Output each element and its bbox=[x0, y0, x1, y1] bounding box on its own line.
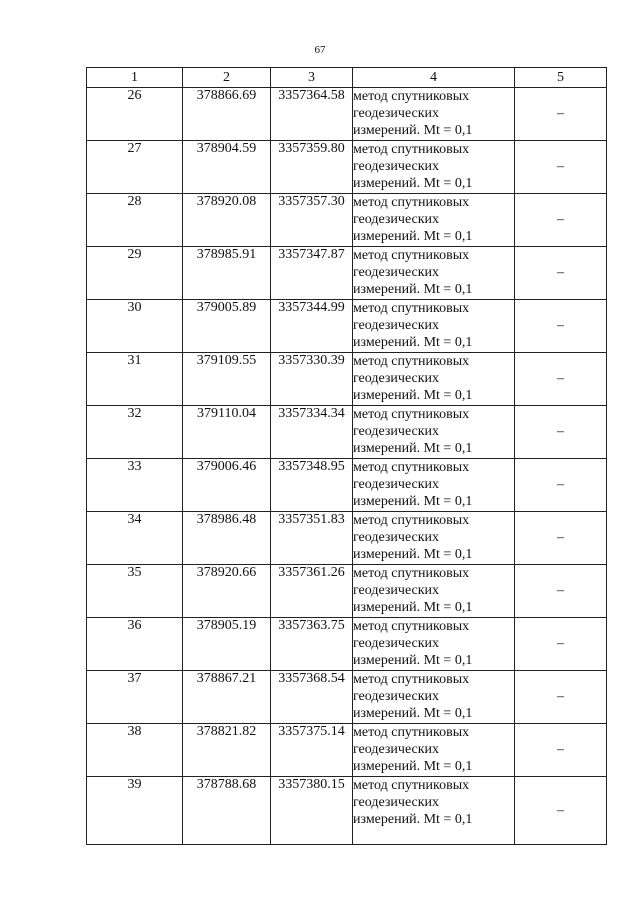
y-coordinate-cell: 3357361.26 bbox=[271, 565, 353, 618]
y-coordinate-cell: 3357368.54 bbox=[271, 671, 353, 724]
method-cell bbox=[353, 406, 515, 459]
page-number: 67 bbox=[314, 44, 326, 56]
note-cell: – bbox=[515, 777, 607, 845]
point-number-cell: 36 bbox=[87, 618, 183, 671]
note-cell: – bbox=[515, 459, 607, 512]
method-text-line: геодезических bbox=[353, 424, 440, 439]
method-text-line: геодезических bbox=[353, 530, 440, 545]
note-cell: – bbox=[515, 194, 607, 247]
y-coordinate-cell: 3357363.75 bbox=[271, 618, 353, 671]
point-number-cell: 31 bbox=[87, 353, 183, 406]
method-text-line: метод спутниковых bbox=[353, 301, 470, 316]
method-cell bbox=[353, 724, 515, 777]
header-cell-3: 3 bbox=[271, 68, 353, 88]
method-text-line: измерений. Mt = 0,1 bbox=[353, 494, 473, 509]
method-text-line: метод спутниковых bbox=[353, 672, 470, 687]
table-row bbox=[87, 459, 607, 512]
method-text-line: метод спутниковых bbox=[353, 619, 470, 634]
method-text-line: измерений. Mt = 0,1 bbox=[353, 388, 473, 403]
method-text-line: измерений. Mt = 0,1 bbox=[353, 282, 473, 297]
table-row bbox=[87, 671, 607, 724]
note-cell: – bbox=[515, 724, 607, 777]
point-number-cell: 34 bbox=[87, 512, 183, 565]
method-text-line: метод спутниковых bbox=[353, 566, 470, 581]
x-coordinate-cell: 378905.19 bbox=[183, 618, 271, 671]
note-cell: – bbox=[515, 671, 607, 724]
y-coordinate-cell: 3357347.87 bbox=[271, 247, 353, 300]
method-text-line: геодезических bbox=[353, 265, 440, 280]
y-coordinate-cell: 3357348.95 bbox=[271, 459, 353, 512]
header-cell-2: 2 bbox=[183, 68, 271, 88]
x-coordinate-cell: 378985.91 bbox=[183, 247, 271, 300]
y-coordinate-cell: 3357364.58 bbox=[271, 88, 353, 141]
method-cell bbox=[353, 512, 515, 565]
method-text-line: измерений. Mt = 0,1 bbox=[353, 706, 473, 721]
method-text-line: геодезических bbox=[353, 742, 440, 757]
x-coordinate-cell: 378788.68 bbox=[183, 777, 271, 845]
x-coordinate-cell: 379006.46 bbox=[183, 459, 271, 512]
method-cell bbox=[353, 459, 515, 512]
y-coordinate-cell: 3357344.99 bbox=[271, 300, 353, 353]
method-text-line: измерений. Mt = 0,1 bbox=[353, 653, 473, 668]
note-cell: – bbox=[515, 353, 607, 406]
point-number-cell: 39 bbox=[87, 777, 183, 845]
method-text-line: метод спутниковых bbox=[353, 725, 470, 740]
table-row bbox=[87, 618, 607, 671]
point-number-cell: 37 bbox=[87, 671, 183, 724]
x-coordinate-cell: 379110.04 bbox=[183, 406, 271, 459]
y-coordinate-cell: 3357334.34 bbox=[271, 406, 353, 459]
method-cell bbox=[353, 300, 515, 353]
table-header bbox=[87, 68, 607, 88]
table-row bbox=[87, 300, 607, 353]
point-number-cell: 29 bbox=[87, 247, 183, 300]
method-text-line: геодезических bbox=[353, 371, 440, 386]
method-text-line: метод спутниковых bbox=[353, 142, 470, 157]
method-cell bbox=[353, 618, 515, 671]
method-text-line: измерений. Mt = 0,1 bbox=[353, 123, 473, 138]
point-number-cell: 35 bbox=[87, 565, 183, 618]
method-text-line: измерений. Mt = 0,1 bbox=[353, 547, 473, 562]
note-cell: – bbox=[515, 565, 607, 618]
y-coordinate-cell: 3357380.15 bbox=[271, 777, 353, 845]
method-text-line: метод спутниковых bbox=[353, 407, 470, 422]
y-coordinate-cell: 3357375.14 bbox=[271, 724, 353, 777]
method-text-line: геодезических bbox=[353, 212, 440, 227]
point-number-cell: 30 bbox=[87, 300, 183, 353]
method-text-line: геодезических bbox=[353, 583, 440, 598]
method-text-line: метод спутниковых bbox=[353, 513, 470, 528]
table-row bbox=[87, 353, 607, 406]
method-cell bbox=[353, 194, 515, 247]
header-cell-5: 5 bbox=[515, 68, 607, 88]
method-text-line: метод спутниковых bbox=[353, 248, 470, 263]
x-coordinate-cell: 379109.55 bbox=[183, 353, 271, 406]
method-cell bbox=[353, 777, 515, 845]
method-cell bbox=[353, 141, 515, 194]
method-cell bbox=[353, 247, 515, 300]
method-text-line: геодезических bbox=[353, 795, 440, 810]
note-cell: – bbox=[515, 618, 607, 671]
method-text-line: измерений. Mt = 0,1 bbox=[353, 335, 473, 350]
coordinates-table bbox=[86, 67, 607, 845]
table-row bbox=[87, 141, 607, 194]
note-cell: – bbox=[515, 88, 607, 141]
method-text-line: метод спутниковых bbox=[353, 89, 470, 104]
method-cell bbox=[353, 565, 515, 618]
method-text-line: геодезических bbox=[353, 159, 440, 174]
x-coordinate-cell: 379005.89 bbox=[183, 300, 271, 353]
x-coordinate-cell: 378986.48 bbox=[183, 512, 271, 565]
header-row bbox=[87, 68, 607, 88]
x-coordinate-cell: 378920.08 bbox=[183, 194, 271, 247]
table-row bbox=[87, 512, 607, 565]
y-coordinate-cell: 3357351.83 bbox=[271, 512, 353, 565]
table-row bbox=[87, 247, 607, 300]
point-number-cell: 33 bbox=[87, 459, 183, 512]
note-cell: – bbox=[515, 406, 607, 459]
note-cell: – bbox=[515, 141, 607, 194]
x-coordinate-cell: 378821.82 bbox=[183, 724, 271, 777]
method-text-line: геодезических bbox=[353, 106, 440, 121]
method-text-line: измерений. Mt = 0,1 bbox=[353, 600, 473, 615]
point-number-cell: 38 bbox=[87, 724, 183, 777]
y-coordinate-cell: 3357357.30 bbox=[271, 194, 353, 247]
point-number-cell: 28 bbox=[87, 194, 183, 247]
point-number-cell: 32 bbox=[87, 406, 183, 459]
table-row bbox=[87, 406, 607, 459]
y-coordinate-cell: 3357359.80 bbox=[271, 141, 353, 194]
method-cell bbox=[353, 353, 515, 406]
table-body bbox=[87, 88, 607, 845]
point-number-cell: 27 bbox=[87, 141, 183, 194]
method-text-line: измерений. Mt = 0,1 bbox=[353, 441, 473, 456]
method-text-line: геодезических bbox=[353, 318, 440, 333]
table-row bbox=[87, 565, 607, 618]
table-row bbox=[87, 724, 607, 777]
table-row bbox=[87, 777, 607, 845]
method-cell bbox=[353, 671, 515, 724]
x-coordinate-cell: 378867.21 bbox=[183, 671, 271, 724]
y-coordinate-cell: 3357330.39 bbox=[271, 353, 353, 406]
method-text-line: измерений. Mt = 0,1 bbox=[353, 176, 473, 191]
method-text-line: измерений. Mt = 0,1 bbox=[353, 759, 473, 774]
method-text-line: метод спутниковых bbox=[353, 195, 470, 210]
method-text-line: геодезических bbox=[353, 477, 440, 492]
header-cell-1: 1 bbox=[87, 68, 183, 88]
table-row bbox=[87, 194, 607, 247]
method-text-line: измерений. Mt = 0,1 bbox=[353, 812, 473, 827]
table-row bbox=[87, 88, 607, 141]
x-coordinate-cell: 378866.69 bbox=[183, 88, 271, 141]
method-cell bbox=[353, 88, 515, 141]
point-number-cell: 26 bbox=[87, 88, 183, 141]
method-text-line: измерений. Mt = 0,1 bbox=[353, 229, 473, 244]
method-text-line: геодезических bbox=[353, 636, 440, 651]
method-text-line: геодезических bbox=[353, 689, 440, 704]
method-text-line: метод спутниковых bbox=[353, 778, 470, 793]
x-coordinate-cell: 378904.59 bbox=[183, 141, 271, 194]
x-coordinate-cell: 378920.66 bbox=[183, 565, 271, 618]
header-cell-4: 4 bbox=[353, 68, 515, 88]
method-text-line: метод спутниковых bbox=[353, 460, 470, 475]
note-cell: – bbox=[515, 247, 607, 300]
note-cell: – bbox=[515, 300, 607, 353]
method-text-line: метод спутниковых bbox=[353, 354, 470, 369]
note-cell: – bbox=[515, 512, 607, 565]
